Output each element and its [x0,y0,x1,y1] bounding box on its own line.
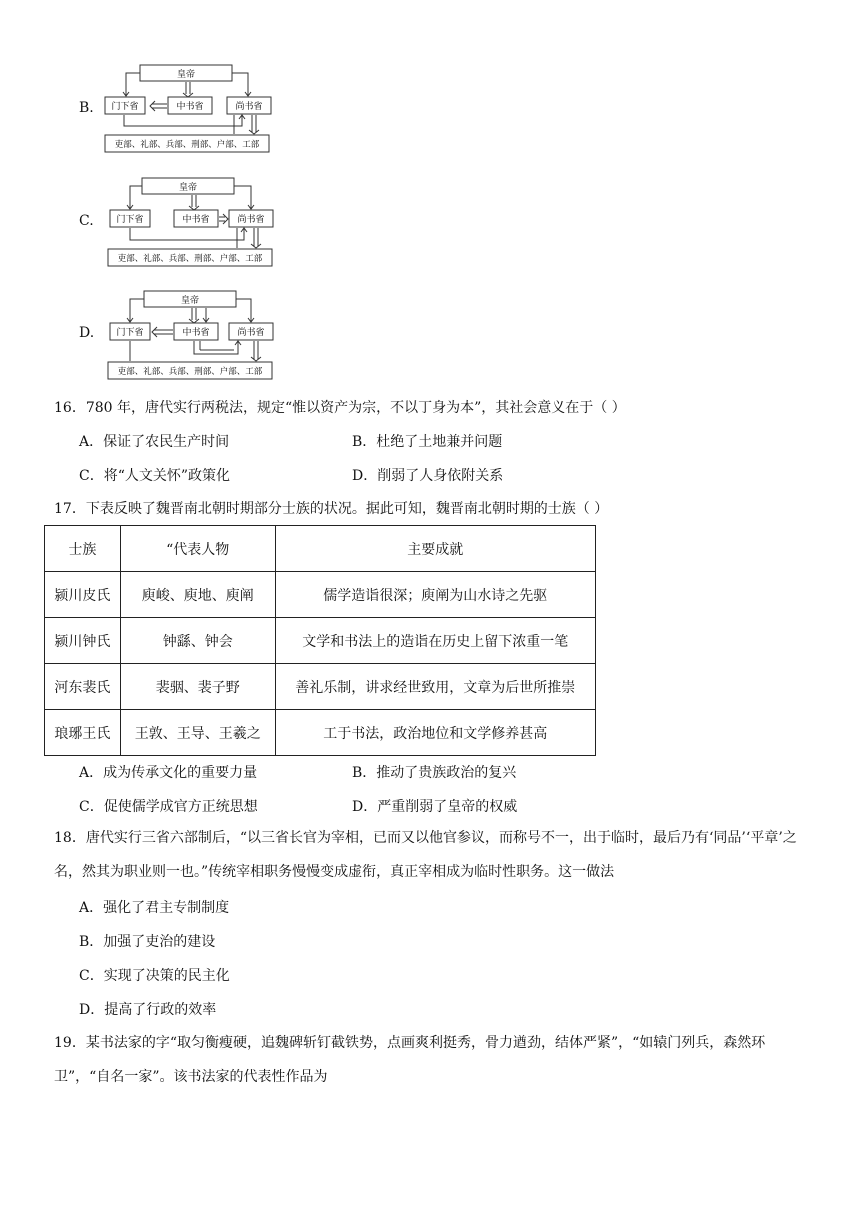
table-cell: 工于书法，政治地位和文学修养甚高 [275,710,595,756]
q18-option-c[interactable]: C．实现了决策的民主化 [79,968,230,984]
ministries-label: 吏部、礼部、兵部、刑部、户部、工部 [114,140,260,150]
zhongshu-label: 中书省 [182,328,210,338]
q17-option-c[interactable]: C．促使儒学成官方正统思想 [79,799,258,815]
q16-option-a[interactable]: A．保证了农民生产时间 [79,434,230,450]
option-b-letter: B. [79,100,94,116]
zhongshu-label: 中书省 [182,215,210,225]
emperor-label: 皇帝 [178,183,198,193]
emperor-label: 皇帝 [176,70,196,80]
table-cell: 琅琊王氏 [45,710,121,756]
q16-option-c[interactable]: C．将“人文关怀”政策化 [79,468,231,484]
table-row [45,664,596,710]
table-cell: 裴骃、裴子野 [120,664,275,710]
shangshu-label: 尚书省 [235,102,263,112]
menxia-label: 门下省 [116,328,144,338]
table-cell: 善礼乐制，讲求经世致用，文章为后世所推崇 [275,664,595,710]
table-cell: 颍川皮氏 [45,572,121,618]
menxia-label: 门下省 [111,102,139,112]
shangshu-label: 尚书省 [237,215,265,225]
option-c-letter: C. [79,213,94,229]
table-header-cell: 士族 [45,526,121,572]
q19-stem: 19．某书法家的字“取匀衡瘦硬，追魏碑斩钉截铁势，点画爽利挺秀，骨力遒劲，结体严紧”，“如辕门列兵，森然环卫”，“自名一家”。该书法家的代表性作品为 [54,1035,766,1085]
q17-option-b[interactable]: B．推动了贵族政治的复兴 [352,765,517,781]
q18-option-d[interactable]: D．提高了行政的效率 [79,1002,217,1018]
table-cell: 河东裴氏 [45,664,121,710]
table-cell: 儒学造诣很深；庾阐为山水诗之先驱 [275,572,595,618]
q18-option-a[interactable]: A．强化了君主专制制度 [79,900,230,916]
q18-option-b[interactable]: B．加强了吏治的建设 [79,934,216,950]
table-cell: 颍川钟氏 [45,618,121,664]
q18-stem: 18．唐代实行三省六部制后，“以三省长官为宰相，已而又以他官参议，而称号不一，出于临时，最后乃有‘同品’‘平章’之名，然其为职业则一也。”传统宰相职务慢慢变成虚衔，真正宰相成为临时性职务。这一做法 [54,830,797,880]
table-row [45,572,596,618]
clan-table [44,525,596,756]
q16-option-b[interactable]: B．杜绝了土地兼并问题 [352,434,503,450]
q17-stem: 17．下表反映了魏晋南北朝时期部分士族的状况。据此可知，魏晋南北朝时期的士族（ ） [54,501,609,517]
table-cell: 庾峻、庾地、庾阐 [120,572,275,618]
q17-option-d[interactable]: D．严重削弱了皇帝的权威 [352,799,518,815]
q16-stem: 16．780 年，唐代实行两税法，规定“惟以资产为宗，不以丁身为本”，其社会意义在于（ ） [54,400,626,416]
table-cell: 文学和书法上的造诣在历史上留下浓重一笔 [275,618,595,664]
zhongshu-label: 中书省 [176,102,204,112]
table-cell: 钟繇、钟会 [120,618,275,664]
emperor-label: 皇帝 [180,296,200,306]
table-row [45,618,596,664]
ministries-label: 吏部、礼部、兵部、刑部、户部、工部 [117,254,263,264]
table-header-cell: 主要成就 [275,526,595,572]
table-cell: 王敦、王导、王羲之 [120,710,275,756]
q16-option-d[interactable]: D．削弱了人身依附关系 [352,468,504,484]
option-c-diagram [104,177,276,269]
q17-option-a[interactable]: A．成为传承文化的重要力量 [79,765,258,781]
option-d-diagram [104,290,276,382]
menxia-label: 门下省 [116,215,144,225]
ministries-label: 吏部、礼部、兵部、刑部、户部、工部 [117,367,263,377]
table-row [45,710,596,756]
option-b-diagram [104,64,274,154]
shangshu-label: 尚书省 [237,328,265,338]
table-header-row [45,526,596,572]
option-d-letter: D. [79,325,95,341]
table-header-cell: “代表人物 [120,526,275,572]
